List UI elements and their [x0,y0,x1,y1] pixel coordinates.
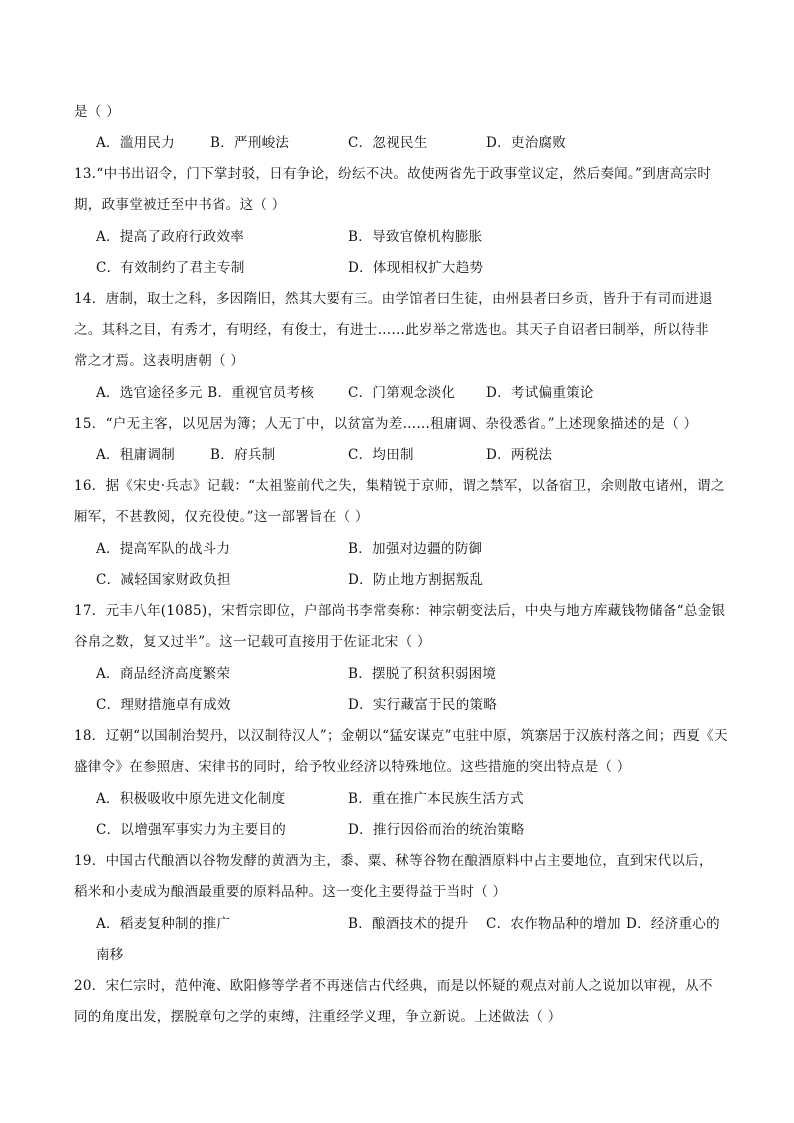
q19-option-b: B．酿酒技术的提升 [348,916,469,932]
q17-option-c: C．理财措施卓有成效 [96,697,231,713]
q15-option-c: C．均田制 [348,447,414,463]
q14-option-ab: A．选官途径多元 B．重视官员考核 [96,385,315,401]
q12-option-c: C．忽视民生 [348,135,428,151]
q18-stem-line1: 18．辽朝“以国制治契丹，以汉制待汉人”；金朝以“猛安谋克”屯驻中原，筑寨居于汉族村落之间；西夏《天 [74,728,728,744]
q14-option-d: D．考试偏重策论 [486,385,594,401]
q19-option-d-wrap: 南移 [96,947,124,963]
q16-option-d: D．防止地方割据叛乱 [348,572,484,588]
q18-option-d: D．推行因俗而治的统治策略 [348,822,525,838]
q20-stem-line1: 20．宋仁宗时，范仲淹、欧阳修等学者不再迷信古代经典，而是以怀疑的观点对前人之说加以审视，从不 [74,978,713,994]
q16-option-a: A．提高军队的战斗力 [96,541,231,557]
q16-stem-line1: 16．据《宋史·兵志》记载：“太祖鉴前代之失，集精锐于京师，谓之禁军，以备宿卫，余则散屯诸州，谓之 [74,478,725,494]
q12-stem-tail: 是（ ） [74,104,120,120]
q18-option-a: A．积极吸收中原先进文化制度 [96,791,286,807]
q14-option-c: C．门第观念淡化 [348,385,456,401]
q17-option-d: D．实行藏富于民的策略 [348,697,498,713]
q15-option-a: A．租庸调制 [96,447,176,463]
q19-stem-line1: 19．中国古代酿酒以谷物发酵的黄酒为主，黍、粟、秫等谷物在酿酒原料中占主要地位，直到宋代以后， [74,853,713,869]
q18-option-c: C．以增强军事实力为主要目的 [96,822,287,838]
q16-option-c: C．减轻国家财政负担 [96,572,231,588]
q19-option-a: A．稻麦复种制的推广 [96,916,231,932]
q12-option-b: B．严刑峻法 [210,135,290,151]
q14-stem-line3: 常之才焉。这表明唐朝（ ） [74,353,245,369]
q13-stem-line2: 期，政事堂被迁至中书省。这（ ） [74,197,286,213]
q12-option-d: D．吏治腐败 [486,135,567,151]
q14-stem-line2: 之。其科之目，有秀才，有明经，有俊士，有进士……此岁举之常选也。其天子自诏者曰制举，所以待非 [74,322,709,338]
q12-option-a: A．滥用民力 [96,135,176,151]
q17-stem-line2: 谷帛之数，复又过半”。这一记载可直接用于佐证北宋（ ） [74,634,431,650]
q14-stem-line1: 14．唐制，取士之科，多因隋旧，然其大要有三。由学馆者曰生徒，由州县者曰乡贡，皆升于有司而进退 [74,291,713,307]
q19-stem-line2: 稻米和小麦成为酿酒最重要的原料品种。这一变化主要得益于当时（ ） [74,884,507,900]
q13-option-a: A．提高了政府行政效率 [96,229,245,245]
q17-stem-line1: 17．元丰八年(1085)，宋哲宗即位，户部尚书李常奏称：神宗朝变法后，中央与地方库藏钱物储备“总金银 [74,603,726,619]
q18-option-b: B．重在推广本民族生活方式 [348,791,524,807]
q17-option-b: B．摆脱了积贫积弱困境 [348,666,497,682]
q13-stem-line1: 13.“中书出诏令，门下掌封驳，日有争论，纷纭不决。故使两省先于政事堂议定，然后奏闻。”到唐高宗时 [74,166,712,182]
q13-option-b: B．导致官僚机构膨胀 [348,229,483,245]
q20-stem-line2: 同的角度出发，摆脱章句之学的束缚，注重经学义理，争立新说。上述做法（ ） [74,1009,562,1025]
q13-option-d: D．体现相权扩大趋势 [348,260,484,276]
q15-stem: 15．“户无主客，以见居为簿；人无丁中，以贫富为差……租庸调、杂役悉省。”上述现象描述的是（ ） [74,416,698,432]
q19-option-d: D．经济重心的 [626,916,720,932]
q17-option-a: A．商品经济高度繁荣 [96,666,231,682]
q13-option-c: C．有效制约了君主专制 [96,260,245,276]
q16-stem-line2: 厢军，不甚教阅，仅充役使。”这一部署旨在（ ） [74,509,369,525]
q15-option-d: D．两税法 [486,447,553,463]
q18-stem-line2: 盛律令》在参照唐、宋律书的同时，给予牧业经济以特殊地位。这些措施的突出特点是（ ） [74,759,631,775]
q19-option-c: C．农作物品种的增加 [486,916,621,932]
q15-option-b: B．府兵制 [210,447,276,463]
q16-option-b: B．加强对边疆的防御 [348,541,483,557]
